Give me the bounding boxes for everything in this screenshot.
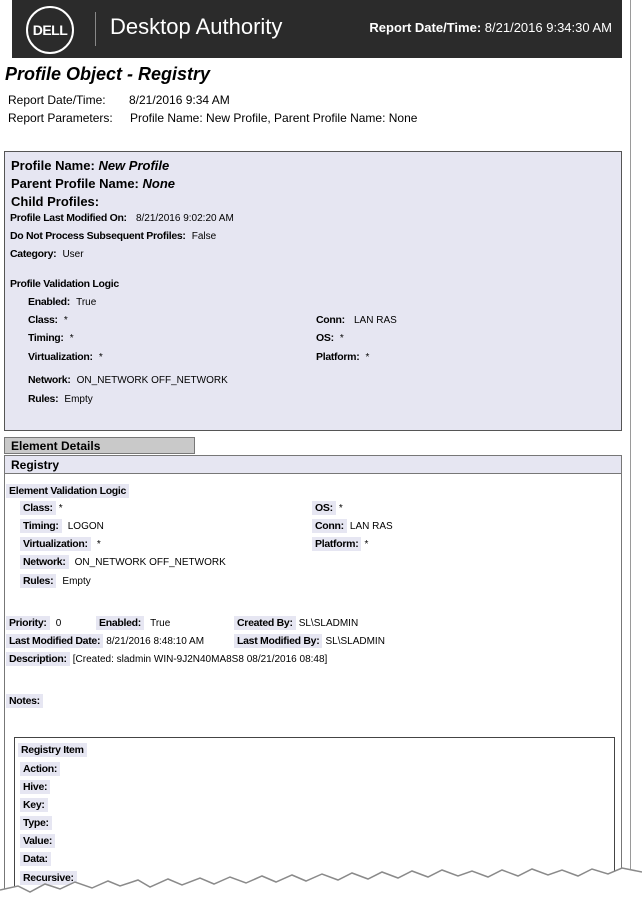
profile-conn: Conn: LAN RAS — [316, 314, 397, 326]
registry-field-action: Action: — [20, 762, 60, 776]
report-date-value: 8/21/2016 9:34 AM — [129, 93, 230, 107]
element-class: Class: * — [20, 502, 63, 514]
parent-profile-name: Parent Profile Name: None — [11, 176, 175, 191]
element-notes: Notes: — [6, 695, 43, 707]
registry-field-value: Value: — [20, 834, 55, 848]
registry-section-header: Registry — [4, 455, 622, 474]
profile-rules: Rules: Empty — [28, 393, 93, 405]
profile-section — [4, 151, 622, 431]
child-profiles-label: Child Profiles: — [11, 194, 100, 209]
element-priority: Priority: 0 — [6, 617, 61, 629]
registry-field-hive: Hive: — [20, 780, 50, 794]
profile-enabled: Enabled: True — [28, 296, 97, 308]
element-created-by: Created By: SL\SLADMIN — [234, 617, 358, 629]
element-rules: Rules: Empty — [20, 575, 91, 587]
dell-logo: DELL — [26, 6, 74, 54]
header-divider — [95, 12, 96, 46]
profile-os: OS: * — [316, 332, 344, 344]
header-date-label: Report Date/Time: — [369, 20, 482, 35]
header-bar — [12, 0, 622, 58]
profile-network: Network: ON_NETWORK OFF_NETWORK — [28, 374, 228, 386]
profile-last-modified: Profile Last Modified On: 8/21/2016 9:02:20 AM — [10, 212, 234, 224]
report-title: Profile Object - Registry — [5, 64, 211, 84]
element-virtualization: Virtualization: * — [20, 538, 101, 550]
element-description: Description: [Created: sladmin WIN-9J2N40MA8S8 08/21/2016 08:48] — [6, 653, 327, 665]
element-details-tab[interactable]: Element Details — [4, 437, 195, 454]
header-report-date — [369, 20, 612, 35]
profile-platform: Platform: * — [316, 351, 370, 363]
profile-category: Category: User — [10, 248, 84, 260]
registry-field-type: Type: — [20, 816, 52, 830]
torn-paper-edge — [0, 862, 642, 904]
element-last-modified-date: Last Modified Date: 8/21/2016 8:48:10 AM — [6, 635, 204, 647]
registry-field-recursive: Recursive: — [20, 871, 77, 885]
profile-timing: Timing: * — [28, 332, 74, 344]
element-conn: Conn: LAN RAS — [312, 520, 393, 532]
header-date-value: 8/21/2016 9:34:30 AM — [484, 20, 612, 35]
app-title: Desktop Authority — [110, 14, 283, 39]
registry-field-data: Data: — [20, 852, 51, 866]
do-not-process: Do Not Process Subsequent Profiles: False — [10, 230, 217, 242]
element-enabled: Enabled: True — [96, 617, 170, 629]
report-date-label: Report Date/Time: — [8, 93, 106, 107]
registry-item-title: Registry Item — [18, 743, 87, 757]
element-timing: Timing: LOGON — [20, 520, 104, 532]
registry-field-key: Key: — [20, 798, 48, 812]
profile-validation-logic-title: Profile Validation Logic — [10, 278, 119, 290]
element-platform: Platform: * — [312, 538, 368, 550]
element-network: Network: ON_NETWORK OFF_NETWORK — [20, 556, 226, 568]
element-validation-logic-title: Element Validation Logic — [6, 484, 129, 498]
report-params-label: Report Parameters: — [8, 111, 113, 125]
report-params-value: Profile Name: New Profile, Parent Profile Name: None — [130, 111, 418, 125]
element-last-modified-by: Last Modified By: SL\SLADMIN — [234, 635, 385, 647]
element-os: OS: * — [312, 502, 343, 514]
profile-class: Class: * — [28, 314, 68, 326]
profile-virtualization: Virtualization: * — [28, 351, 103, 363]
profile-name: Profile Name: New Profile — [11, 158, 170, 173]
